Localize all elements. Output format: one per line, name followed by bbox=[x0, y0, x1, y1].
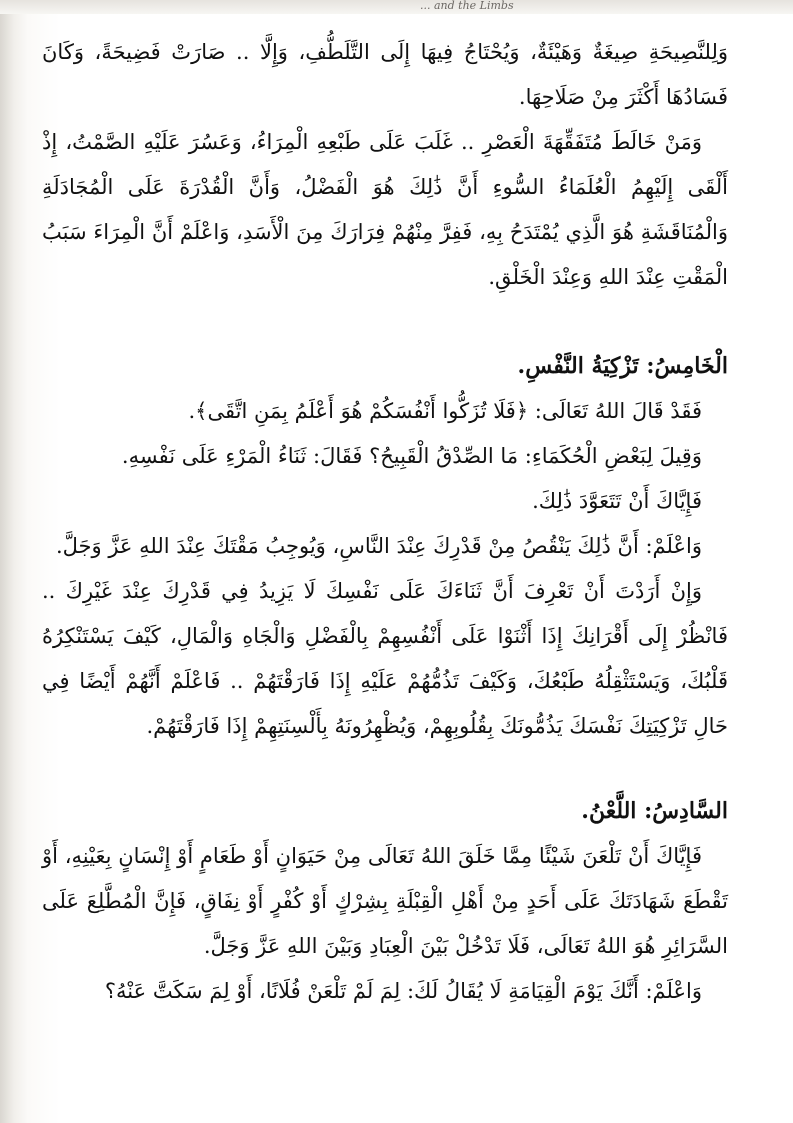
page-body bbox=[42, 30, 728, 1014]
paragraph-disputation: وَمَنْ خَالَطَ مُتَفَقِّهَةَ الْعَصْرِ .. غَلَبَ عَلَى طَبْعِهِ الْمِرَاءُ، وَعَسُرَ عَلَيْهِ الصَّمْتُ، إِذْ أَلْقَى إِلَيْهِمُ الْعُلَمَاءُ السُّوءِ أَنَّ ذَٰلِكَ هُوَ الْفَضْلُ، وَأَنَّ الْقُدْرَةَ عَلَى الْمُجَادَلَةِ وَالْمُنَاقَشَةِ هُوَ الَّذِي يُمْتَدَحُ بِهِ، فَفِرَّ مِنْهُمْ فِرَارَكَ مِنَ الْأَسَدِ، وَاعْلَمْ أَنَّ الْمِرَاءَ سَبَبُ الْمَقْتِ عِنْدَ اللهِ وَعِنْدَ الْخَلْقِ. bbox=[42, 130, 728, 289]
paragraph-quran-verse: فَقَدْ قَالَ اللهُ تَعَالَى: ﴿فَلَا تُزَكُّوا أَنْفُسَكُمْ هُوَ أَعْلَمُ بِمَنِ اتَّقَى﴾. bbox=[188, 399, 702, 423]
running-header: ... and the Limbs bbox=[420, 0, 514, 12]
page-top-edge bbox=[0, 0, 793, 14]
section-heading-sixth: السَّادِسُ: اللَّعْنُ. bbox=[581, 798, 728, 824]
paragraph-day-of-judgement: وَاعْلَمْ: أَنَّكَ يَوْمَ الْقِيَامَةِ لَا يُقَالُ لَكَ: لِمَ لَمْ تَلْعَنْ فُلَانًا، أَوْ لِمَ سَكَتَّ عَنْهُ؟ bbox=[104, 979, 702, 1003]
paragraph-know-reduces: وَاعْلَمْ: أَنَّ ذَٰلِكَ يَنْقُصُ مِنْ قَدْرِكَ عِنْدَ النَّاسِ، وَيُوجِبُ مَقْتَكَ عِنْدَ اللهِ عَزَّ وَجَلَّ. bbox=[55, 534, 702, 558]
section-heading-fifth: الْخَامِسُ: تَزْكِيَةُ النَّفْسِ. bbox=[517, 353, 728, 379]
paragraph-wise-saying: وَقِيلَ لِبَعْضِ الْحُكَمَاءِ: مَا الصِّدْقُ الْقَبِيحُ؟ فَقَالَ: ثَنَاءُ الْمَرْءِ عَلَى نَفْسِهِ. bbox=[121, 444, 702, 468]
paragraph-advice-manner: وَلِلنَّصِيحَةِ صِيغَةٌ وَهَيْئَةٌ، وَيُحْتَاجُ فِيهَا إِلَى التَّلَطُّفِ، وَإِلَّا .. صَارَتْ فَضِيحَةً، وَكَانَ فَسَادُهَا أَكْثَرَ مِنْ صَلَاحِهَا. bbox=[42, 40, 728, 109]
paragraph-beware-habit: فَإِيَّاكَ أَنْ تَتَعَوَّدَ ذَٰلِكَ. bbox=[532, 489, 702, 513]
paragraph-peers-praise: وَإِنْ أَرَدْتَ أَنْ تَعْرِفَ أَنَّ ثَنَاءَكَ عَلَى نَفْسِكَ لَا يَزِيدُ فِي قَدْرِكَ عِنْدَ غَيْرِكَ .. فَانْظُرْ إِلَى أَقْرَانِكَ إِذَا أَثْنَوْا عَلَى أَنْفُسِهِمْ بِالْفَضْلِ وَالْجَاهِ وَالْمَالِ، كَيْفَ يَسْتَنْكِرُهُ قَلْبُكَ، وَيَسْتَثْقِلُهُ طَبْعُكَ، وَكَيْفَ تَذُمُّهُمْ عَلَيْهِ إِذَا فَارَقْتَهُمْ .. فَاعْلَمْ أَنَّهُمْ أَيْضًا فِي حَالِ تَزْكِيَتِكَ نَفْسَكَ يَذُمُّونَكَ بِقُلُوبِهِمْ، وَيُظْهِرُونَهُ بِأَلْسِنَتِهِمْ إِذَا فَارَقْتَهُمْ. bbox=[42, 579, 728, 738]
section-gap bbox=[42, 749, 728, 789]
section-gap bbox=[42, 300, 728, 344]
paragraph-beware-cursing: فَإِيَّاكَ أَنْ تَلْعَنَ شَيْئًا مِمَّا خَلَقَ اللهُ تَعَالَى مِنْ حَيَوَانٍ أَوْ طَعَامٍ أَوْ إِنْسَانٍ بِعَيْنِهِ، أَوْ تَقْطَعَ شَهَادَتَكَ عَلَى أَحَدٍ مِنْ أَهْلِ الْقِبْلَةِ بِشِرْكٍ أَوْ كُفْرٍ أَوْ نِفَاقٍ، فَإِنَّ الْمُطَّلِعَ عَلَى السَّرَائِرِ هُوَ اللهُ تَعَالَى، فَلَا تَدْخُلْ بَيْنَ الْعِبَادِ وَبَيْنَ اللهِ عَزَّ وَجَلَّ. bbox=[42, 844, 728, 958]
